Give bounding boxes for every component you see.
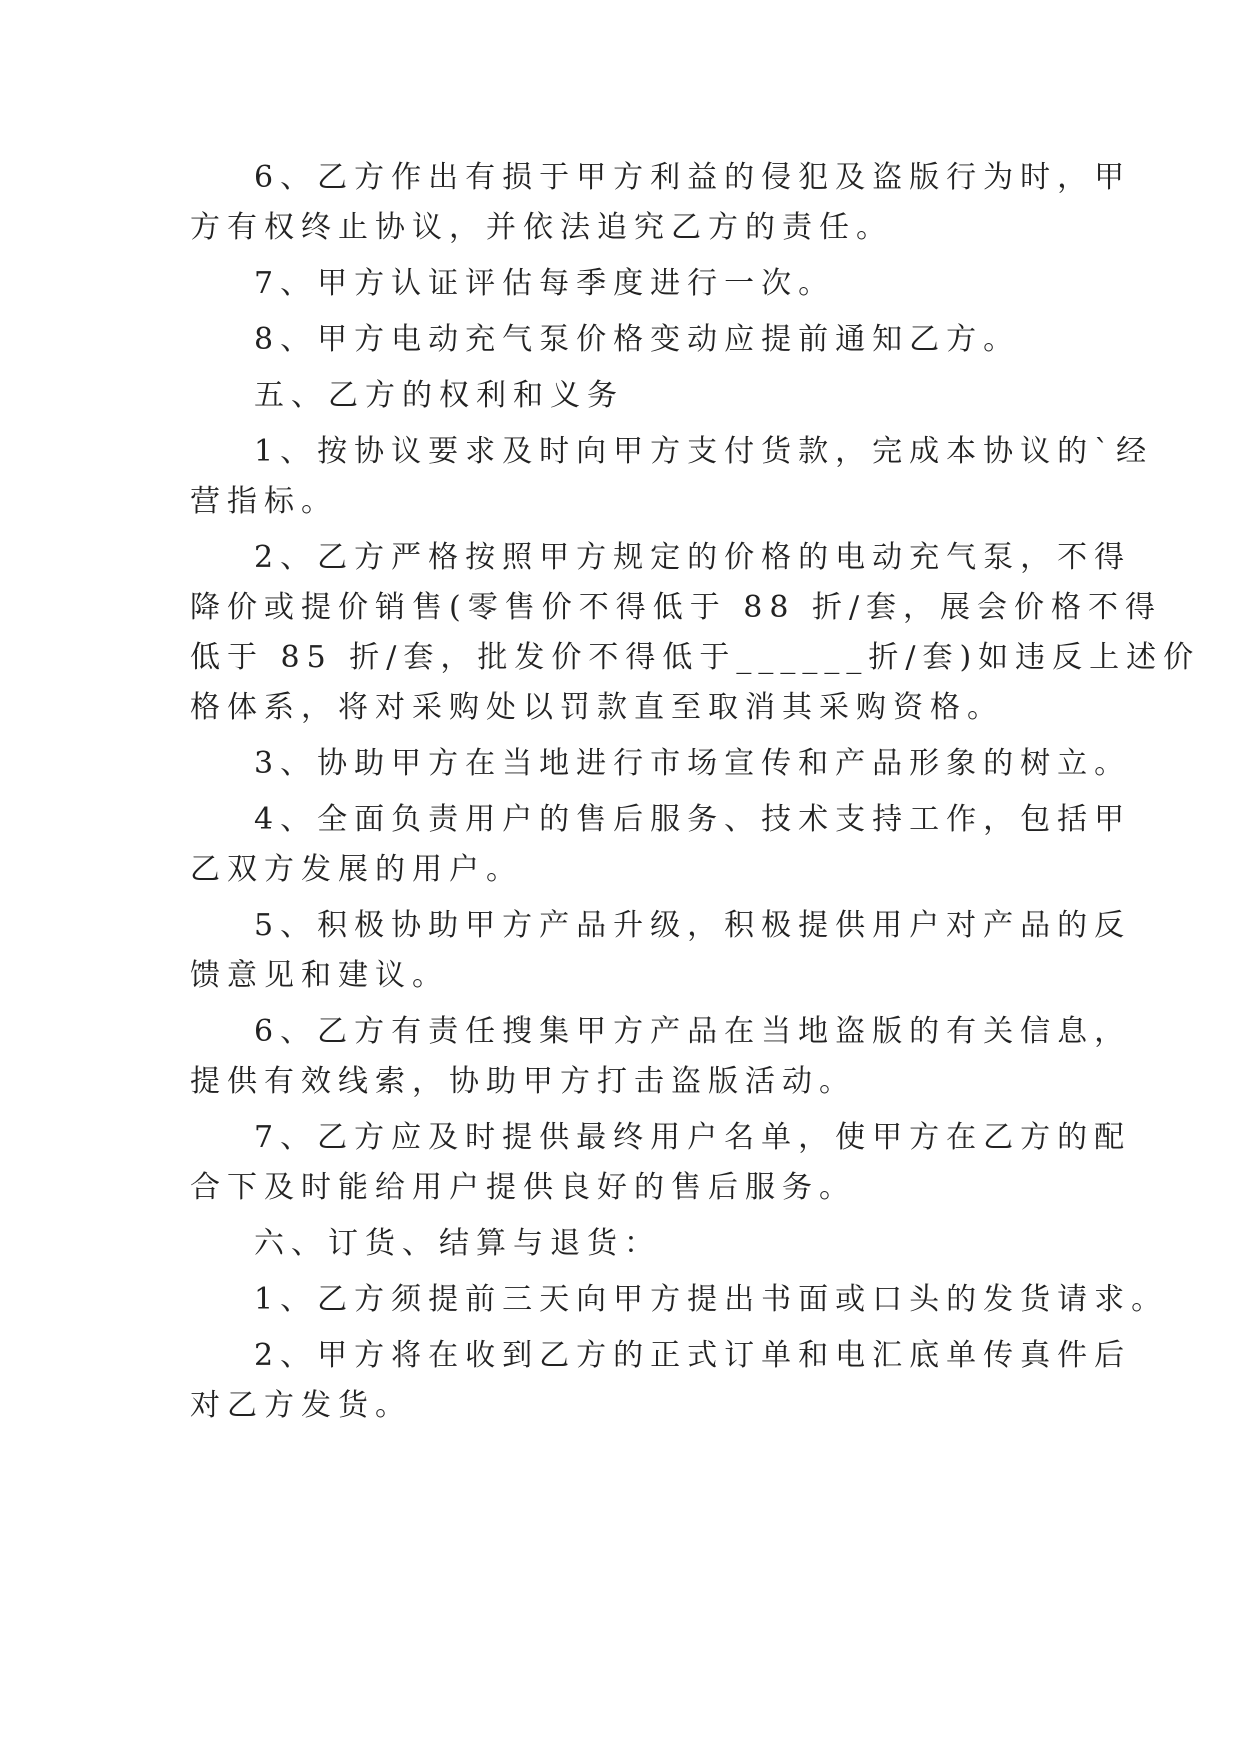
paragraph-line: 馈意见和建议。 — [190, 958, 449, 993]
section-heading: 六、订货、结算与退货： — [254, 1226, 661, 1261]
paragraph-line: 2、乙方严格按照甲方规定的价格的电动充气泵，不得 — [254, 540, 1132, 575]
paragraph-line: 6、乙方有责任搜集甲方产品在当地盗版的有关信息， — [254, 1014, 1132, 1049]
paragraph-line: 营指标。 — [190, 484, 338, 519]
paragraph-line: 格体系，将对采购处以罚款直至取消其采购资格。 — [190, 690, 1004, 725]
paragraph-line: 合下及时能给用户提供良好的售后服务。 — [190, 1170, 856, 1205]
paragraph-line: 2、甲方将在收到乙方的正式订单和电汇底单传真件后 — [254, 1338, 1132, 1373]
paragraph-line: 3、协助甲方在当地进行市场宣传和产品形象的树立。 — [254, 746, 1132, 781]
paragraph-line: 提供有效线索，协助甲方打击盗版活动。 — [190, 1064, 856, 1099]
section-heading: 五、乙方的权利和义务 — [254, 378, 624, 413]
paragraph-line: 乙双方发展的用户。 — [190, 852, 523, 887]
paragraph-line: 4、全面负责用户的售后服务、技术支持工作，包括甲 — [254, 802, 1132, 837]
paragraph-line: 方有权终止协议，并依法追究乙方的责任。 — [190, 210, 893, 245]
paragraph-line: 降价或提价销售(零售价不得低于 88 折/套，展会价格不得 — [190, 590, 1163, 625]
paragraph-line: 5、积极协助甲方产品升级，积极提供用户对产品的反 — [254, 908, 1132, 943]
paragraph-line: 1、按协议要求及时向甲方支付货款，完成本协议的`经 — [254, 434, 1154, 469]
paragraph-line: 1、乙方须提前三天向甲方提出书面或口头的发货请求。 — [254, 1282, 1169, 1317]
paragraph-line: 7、乙方应及时提供最终用户名单，使甲方在乙方的配 — [254, 1120, 1132, 1155]
paragraph-line: 对乙方发货。 — [190, 1388, 412, 1423]
paragraph-line: 7、甲方认证评估每季度进行一次。 — [254, 266, 836, 301]
paragraph-line: 低于 85 折/套，批发价不得低于______折/套)如违反上述价 — [190, 640, 1201, 675]
paragraph-line: 6、乙方作出有损于甲方利益的侵犯及盗版行为时，甲 — [254, 160, 1132, 195]
paragraph-line: 8、甲方电动充气泵价格变动应提前通知乙方。 — [254, 322, 1021, 357]
